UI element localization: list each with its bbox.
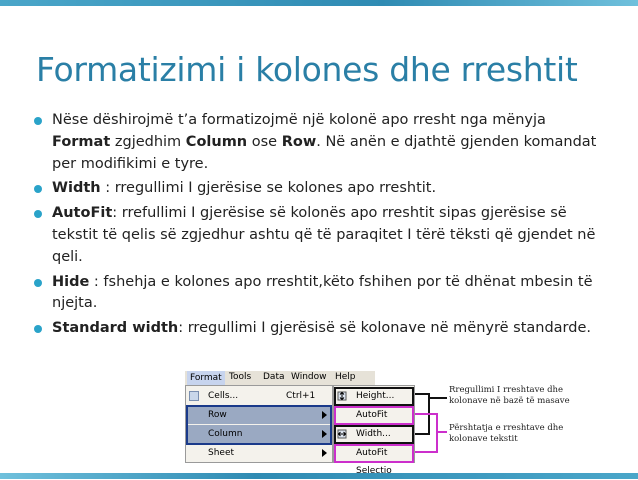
bullet-item: Nëse dëshirojmë t’a formatizojmë një kolonë apo rresht nga mënyja Format zgjedhim Column ose Row. Në anën e djathtë gjenden komandat per modifikimi e tyre. [34,110,604,175]
bullet-icon [34,185,42,193]
highlight-box [334,406,414,425]
submenu-item-height[interactable]: Height... [334,387,414,405]
menu-format[interactable]: Format [187,371,225,385]
format-dropdown [185,385,333,463]
highlight-box [334,425,414,444]
bullet-icon [34,279,42,287]
bullet-item: Standard width: rregullimi I gjerësisë së kolonave në mënyrë standarde. [34,318,604,340]
slide-title: Formatizimi i kolones dhe rreshtit [36,50,578,89]
menu-item-sheet[interactable]: Sheet [186,444,332,462]
bullet-item: Hide : fshehja e kolones apo rreshtit,këto fshihen por të dhënat mbesin të njejta. [34,272,604,316]
connector-line [415,451,437,453]
menu-item-row[interactable]: Row [186,406,332,424]
top-border-decoration [0,0,638,6]
menu-tools[interactable]: Tools [229,372,252,382]
highlight-box [334,387,414,406]
connector-line [429,397,447,399]
submenu-arrow-icon [322,449,327,457]
highlight-box [334,444,414,476]
bullet-icon [34,117,42,125]
menu-item-cells[interactable]: Cells... Ctrl+1 [186,387,332,405]
menu-help[interactable]: Help [335,372,356,382]
connector-line [415,413,437,415]
menu-bar [185,371,375,385]
connector-line [415,393,429,395]
submenu-item-width[interactable]: Width... [334,425,414,443]
menu-item-column[interactable]: Column [186,425,332,443]
submenu-item-autofit[interactable]: AutoFit [356,410,388,420]
excel-menu-screenshot [185,371,570,476]
bullet-item: Width : rregullimi I gjerësise se kolones apo rreshtit. [34,178,604,200]
bullet-item: AutoFit: rrefullimi I gjerësise së kolonës apo rreshtit sipas gjerësise së tekstit të qelis së zgjedhur ashtu që të paraqitet I tërë tëksti që gjendet në qeli. [34,203,604,268]
menu-data[interactable]: Data [263,372,285,382]
cells-icon [189,391,199,401]
connector-line [437,431,447,433]
submenu-item-autofit-selection[interactable]: AutoFit Selectio [356,448,392,476]
bullet-icon [34,210,42,218]
callout-row-text: Rregullimi I rreshtave dhe kolonave në bazë të masave [449,385,570,406]
highlight-box [186,405,332,445]
bullet-list [34,110,604,343]
connector-line [436,413,438,453]
row-column-submenu [333,385,415,476]
callout-column-text: Përshtatja e rreshtave dhe kolonave tekstit [449,423,564,444]
bottom-border-decoration [0,473,638,479]
bullet-icon [34,325,42,333]
connector-line [415,433,429,435]
menu-window[interactable]: Window [291,372,327,382]
